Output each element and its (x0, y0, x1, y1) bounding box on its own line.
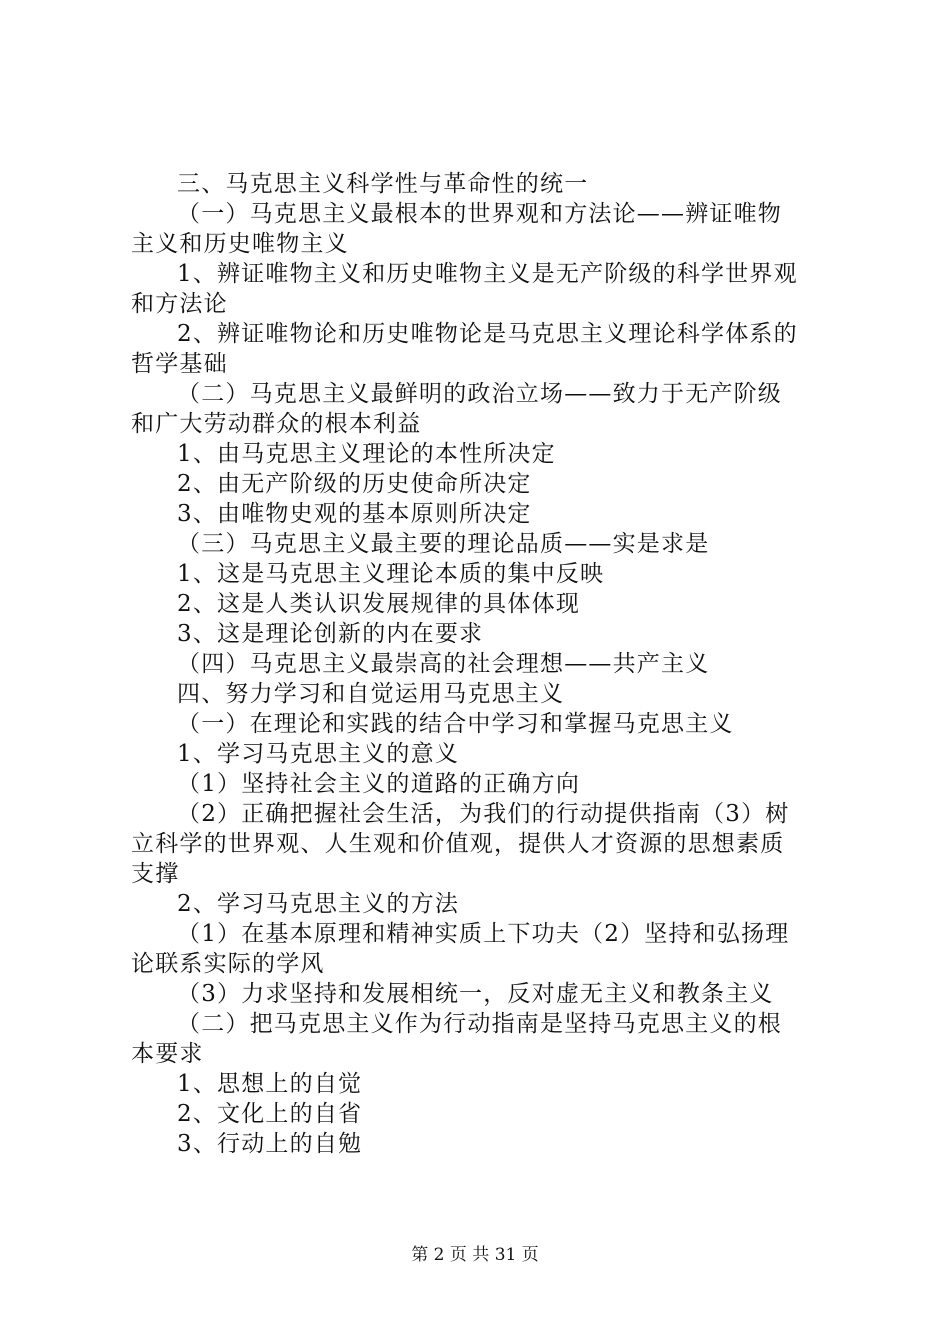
list-item: 2、这是人类认识发展规律的具体体现 (177, 591, 581, 617)
list-item: （2）正确把握社会生活，为我们的行动提供指南（3）树 (177, 801, 790, 827)
subheading-line: （一）在理论和实践的结合中学习和掌握马克思主义 (177, 711, 734, 737)
subheading-line: （一）马克思主义最根本的世界观和方法论——辨证唯物 (177, 201, 782, 227)
list-item: 2、辨证唯物论和历史唯物论是马克思主义理论科学体系的 (177, 321, 798, 347)
text-line: 和广大劳动群众的根本利益 (131, 411, 422, 437)
section-heading-four: 四、努力学习和自觉运用马克思主义 (177, 681, 565, 707)
list-item: 2、学习马克思主义的方法 (177, 891, 460, 917)
subheading-line: （二）马克思主义最鲜明的政治立场——致力于无产阶级 (177, 381, 782, 407)
subheading-line: （二）把马克思主义作为行动指南是坚持马克思主义的根 (177, 1011, 782, 1037)
section-heading-three: 三、马克思主义科学性与革命性的统一 (177, 171, 589, 197)
list-item: 1、思想上的自觉 (177, 1071, 363, 1097)
subheading-line: （三）马克思主义最主要的理论品质——实是求是 (177, 531, 710, 557)
list-item: （1）坚持社会主义的道路的正确方向 (177, 771, 581, 797)
text-line: 和方法论 (131, 291, 228, 317)
list-item: 3、由唯物史观的基本原则所决定 (177, 501, 532, 527)
text-line: 主义和历史唯物主义 (131, 231, 349, 257)
list-item: 2、文化上的自省 (177, 1101, 363, 1127)
list-item: （3）力求坚持和发展相统一，反对虚无主义和教条主义 (177, 981, 774, 1007)
page-number-footer: 第 2 页 共 31 页 (411, 1245, 539, 1265)
text-line: 哲学基础 (131, 351, 228, 377)
text-line: 立科学的世界观、人生观和价值观，提供人才资源的思想素质 (131, 831, 785, 857)
list-item: 1、这是马克思主义理论本质的集中反映 (177, 561, 605, 587)
document-body (131, 169, 831, 1159)
list-item: 3、行动上的自勉 (177, 1131, 363, 1157)
text-line: 本要求 (131, 1041, 204, 1067)
list-item: 1、由马克思主义理论的本性所决定 (177, 441, 556, 467)
list-item: 2、由无产阶级的历史使命所决定 (177, 471, 532, 497)
text-line: 论联系实际的学风 (131, 951, 325, 977)
list-item: 1、学习马克思主义的意义 (177, 741, 460, 767)
list-item: 1、辨证唯物主义和历史唯物主义是无产阶级的科学世界观 (177, 261, 798, 287)
list-item: 3、这是理论创新的内在要求 (177, 621, 484, 647)
text-line: 支撑 (131, 861, 180, 887)
subheading-line: （四）马克思主义最崇高的社会理想——共产主义 (177, 651, 710, 677)
list-item: （1）在基本原理和精神实质上下功夫（2）坚持和弘扬理 (177, 921, 790, 947)
